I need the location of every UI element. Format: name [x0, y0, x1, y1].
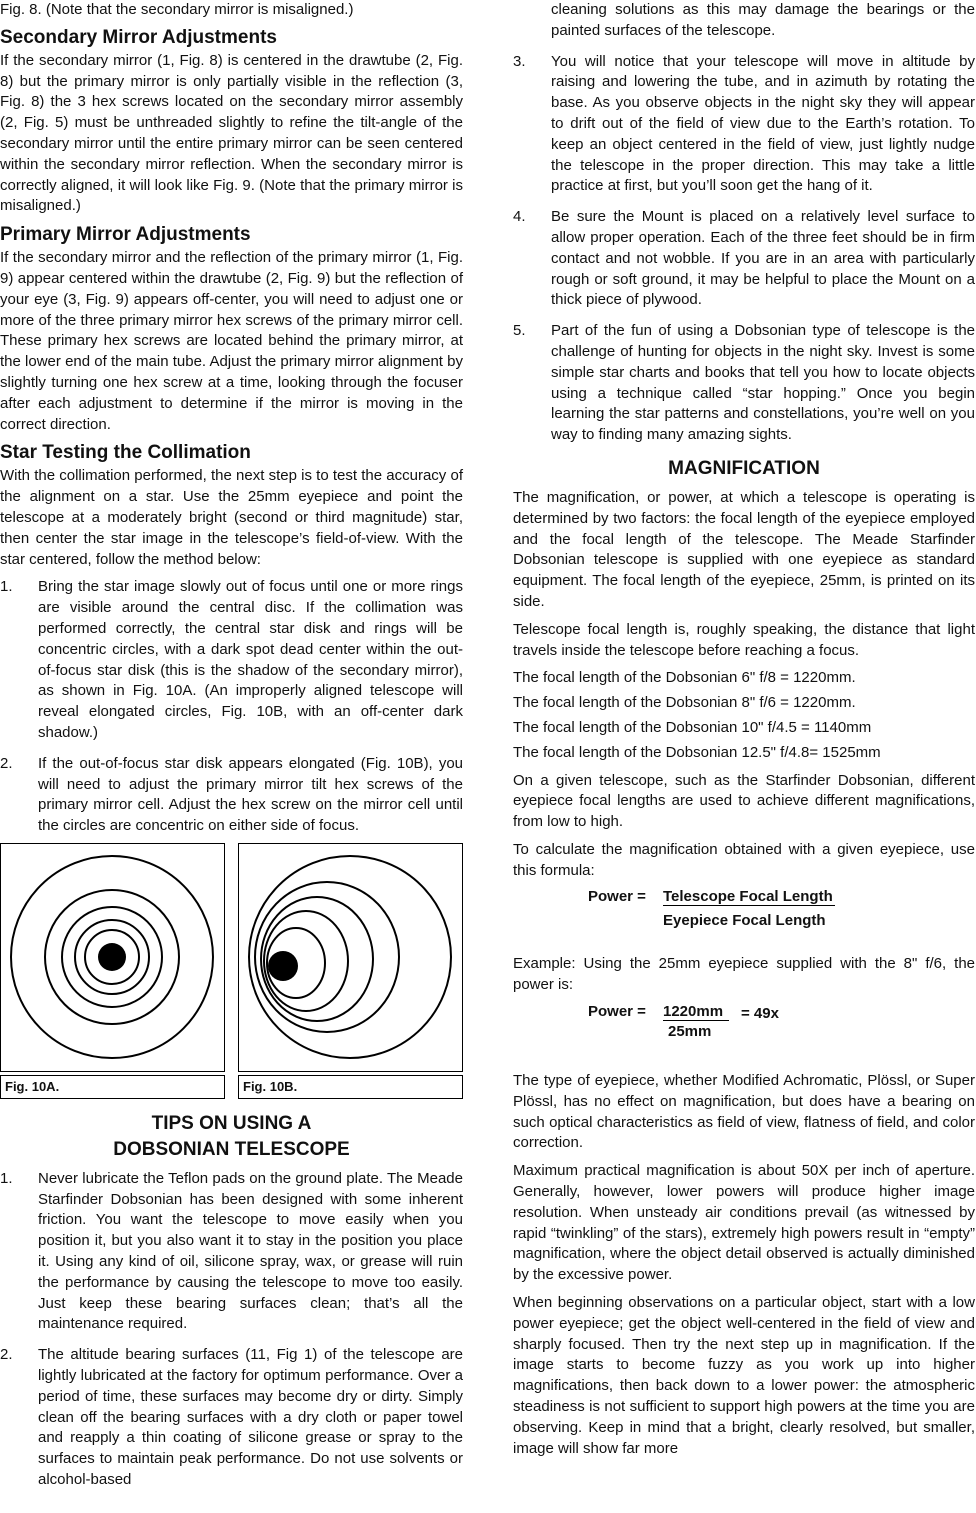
example-formula: [513, 1003, 975, 1055]
tips-list-continued: [513, 52, 975, 446]
left-column: [0, 0, 463, 1501]
fig-10b-label: Fig. 10B.: [238, 1075, 463, 1099]
list-item: 2. If the out-of-focus star disk appears elongated (Fig. 10B), you will need to adjust the primary mirror tilt hex screws of the primary mirror cell. Adjust the hex screw on the mirror cell until the circles are concentric on either side of focus.: [0, 754, 463, 835]
star-testing-heading: Star Testing the Collimation: [0, 442, 251, 464]
magnification-text-4: To calculate the magnification obtained with a given eyepiece, use this formula:: [513, 840, 975, 879]
list-item: 3. You will notice that your telescope will move in altitude by raising and lowering the tube, and in azimuth by rotating the base. As you observe objects in the night sky they will appear to drift out of the field of view due to the Earth’s rotation. To keep an object centered in the field of view, just lightly nudge the telescope in the proper direction. This may take a little practice at first, but you’ll soon get the hang of it.: [513, 52, 975, 195]
right-column: [513, 0, 975, 1466]
magnification-text-3: On a given telescope, such as the Starfinder Dobsonian, different eyepiece focal lengths are used to achieve different magnifications, from low to high.: [513, 771, 975, 831]
fig-10b: [238, 843, 463, 1099]
list-item: 5. Part of the fun of using a Dobsonian type of telescope is the challenge of hunting for objects in the night sky. Invest is some simple star charts and books that tell you how to locate objects using a technique called “star hopping.” Once you begin learning the star patterns and constellations, you’re well on you way to finding many amazing sights.: [513, 322, 975, 444]
magnification-text-1: The magnification, or power, at which a telescope is operating is determined by two factors: the focal length of the eyepiece employed and the focal length of the telescope. The Meade Starfinder Dobsonian telescope is supplied with one eyepiece as standard equipment. The focal length of the eyepiece, 25mm, is printed on its side.: [513, 488, 975, 610]
primary-mirror-text: If the secondary mirror and the reflection of the primary mirror (1, Fig. 9) appear centered within the drawtube (2, Fig. 9) but the reflection of your eye (3, Fig. 9) appears off-center, you will need to adjust one or more of the three primary mirror hex screws of the primary mirror cell. These primary hex screws are located behind the primary mirror, at the lower end of the main tube. Adjust the primary mirror alignment by slightly turning one hex screw at a time, looking through the focuser after each adjustment to determine if the mirror is moving in the correct direction.: [0, 249, 463, 433]
list-item: 4. Be sure the Mount is placed on a relatively level surface to allow proper operation. Each of the three feet should be in firm contact and not wobble. If you are in an area with particularly rough or soft ground, it may be helpful to place the Mount on a thick piece of plywood.: [513, 208, 975, 309]
focal-length-line: The focal length of the Dobsonian 12.5" f/4.8= 1525mm: [513, 743, 881, 761]
magnification-text-7: When beginning observations on a particular object, start with a low power eyepiece; get the object well-centered in the field of view and sharply focused. Then try the next step up in magnification. If the image starts to become fuzzy as you work up into higher magnifications, then back down to a lower power: the atmospheric steadiness is not sufficient to support high powers at the time you are observing. Keep in mind that a bright, clearly resolved, but smaller, image will show far more: [513, 1294, 975, 1457]
tips-heading-line2: DOBSONIAN TELESCOPE: [113, 1138, 350, 1160]
secondary-mirror-text: If the secondary mirror (1, Fig. 8) is centered in the drawtube (2, Fig. 8) but the primary mirror is only partially visible in the reflection (3, Fig. 8) the 3 hex screws located on the secondary mirror assembly (2, Fig. 5) must be unthreaded slightly to refine the tilt-angle of the secondary mirror until the entire primary mirror can be seen centered within the secondary mirror reflection. When the secondary mirror is correctly aligned, it will look like Fig. 9. (Note that the primary mirror is misaligned.): [0, 51, 463, 215]
magnification-text-5: The type of eyepiece, whether Modified Achromatic, Plössl, or Super Plössl, has no effect on magnification, but does have a bearing on such optical characteristics as field of view, flatness of field, and color correction.: [513, 1072, 975, 1152]
formula-denominator: Eyepiece Focal Length: [663, 912, 826, 930]
fig-10a: [0, 843, 225, 1099]
list-item: 2. The altitude bearing surfaces (11, Fig 1) of the telescope are lightly lubricated at the factory for optimum performance. Over a period of time, these surfaces may become dry or dirty. Simply clean off the bearing surfaces with a dry cloth or paper towel and reapply a thin coating of silicone grease or spray to the surfaces to maintain peak performance. Do not use solvents or alcohol-based: [0, 1346, 463, 1489]
example-formula-result: = 49x: [741, 1005, 779, 1023]
example-formula-numerator: 1220mm: [663, 1003, 729, 1021]
tips-list: [0, 1169, 463, 1491]
tips-heading: [0, 1111, 463, 1163]
focal-length-line: The focal length of the Dobsonian 6" f/8 = 1220mm.: [513, 669, 856, 687]
magnification-text-6: Maximum practical magnification is about 50X per inch of aperture. Generally, however, lower powers will produce higher image resolution. When unsteady air conditions prevail (as witnessed by rapid “twinkling” of the stars), extremely high powers result in “empty” magnification, where the object detail observed is actually diminished by the excessive power.: [513, 1162, 975, 1284]
fig8-caption: Fig. 8. (Note that the secondary mirror is misaligned.): [0, 1, 354, 18]
secondary-mirror-heading: Secondary Mirror Adjustments: [0, 26, 277, 48]
example-formula-label: Power =: [588, 1003, 646, 1021]
figure-10: [0, 843, 463, 1099]
star-testing-text: With the collimation performed, the next step is to test the accuracy of the alignment on a star. Use the 25mm eyepiece and point the telescope at a moderately bright (second or third magnitude) star, then center the star image in the telescope’s field-of-view. With the star centered, follow the method below:: [0, 467, 463, 568]
elongated-rings-diagram: [238, 843, 463, 1072]
example-text: Example: Using the 25mm eyepiece supplied with the 8" f/6, the power is:: [513, 955, 975, 994]
concentric-rings-diagram: [0, 843, 225, 1072]
power-formula: [513, 888, 975, 944]
tip2-continuation: cleaning solutions as this may damage the bearings or the painted surfaces of the telescope.: [551, 1, 975, 39]
list-item: 1. Bring the star image slowly out of focus until one or more rings are visible around the central disc. If the collimation was performed correctly, the central star disk and rings will be concentric circles, with a dark spot dead center within the out-of-focus star disk (this is the shadow of the secondary mirror), as shown in Fig. 10A. (An improperly aligned telescope will reveal elongated circles, Fig. 10B, with an off-center dark shadow.): [0, 578, 463, 741]
magnification-heading: MAGNIFICATION: [668, 457, 820, 479]
focal-length-line: The focal length of the Dobsonian 8" f/6 = 1220mm.: [513, 694, 856, 712]
formula-numerator: Telescope Focal Length: [663, 888, 833, 906]
fig-10a-label: Fig. 10A.: [0, 1075, 225, 1099]
list-item: 1. Never lubricate the Teflon pads on the ground plate. The Meade Starfinder Dobsonian has been designed with some inherent friction. You want the telescope to move easily when you position it, but you also want it to stay in the position you place it. Using any kind of oil, silicone spray, wax, or grease will ruin the performance by causing the telescope to move too easily. Just keep these bearing surfaces clean; that’s all the maintenance required.: [0, 1169, 463, 1333]
focal-length-line: The focal length of the Dobsonian 10" f/4.5 = 1140mm: [513, 718, 872, 736]
tips-heading-line1: TIPS ON USING A: [151, 1112, 312, 1134]
formula-label: Power =: [588, 888, 646, 906]
magnification-text-2: Telescope focal length is, roughly speaking, the distance that light travels inside the telescope before reaching a focus.: [513, 620, 975, 659]
primary-mirror-heading: Primary Mirror Adjustments: [0, 224, 251, 246]
star-steps-list: [0, 577, 463, 837]
example-formula-denominator: 25mm: [668, 1023, 712, 1041]
